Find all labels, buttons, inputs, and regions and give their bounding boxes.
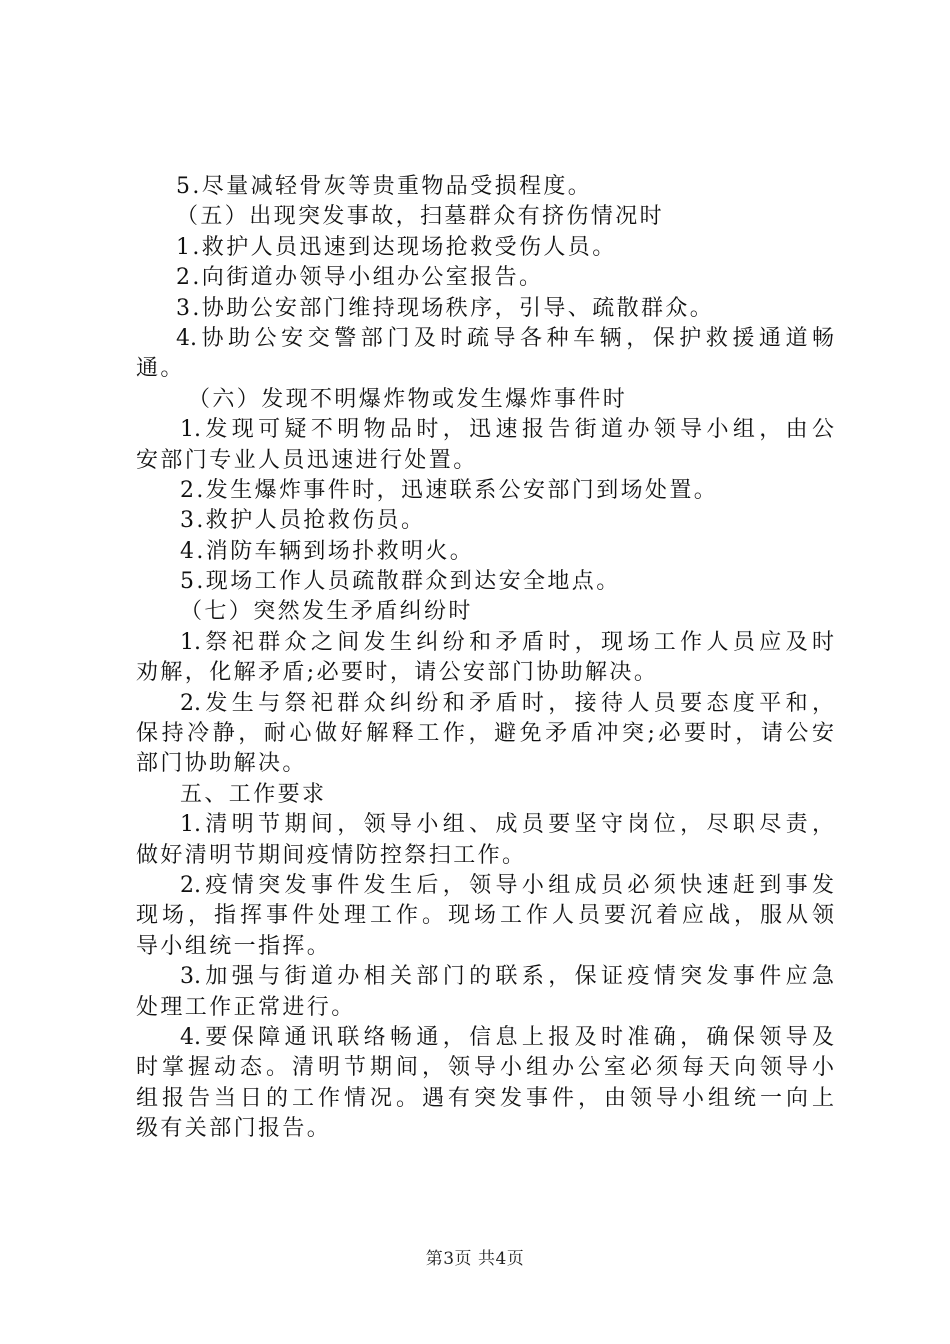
paragraph-line: 1.祭祀群众之间发生纠纷和矛盾时，现场工作人员应及时 [180, 629, 834, 655]
paragraph-line: 4.协助公安交警部门及时疏导各种车辆，保护救援通道畅 [176, 325, 834, 351]
paragraph-line: 3.救护人员抢救伤员。 [180, 508, 426, 534]
paragraph-line: 3.协助公安部门维持现场秩序，引导、疏散群众。 [176, 295, 715, 321]
page-number-footer: 第3页 共4页 [425, 1249, 525, 1269]
paragraph-line: 处理工作正常进行。 [136, 994, 356, 1020]
paragraph-line: 通。 [136, 356, 185, 382]
paragraph-line: 现场，指挥事件处理工作。现场工作人员要沉着应战，服从领 [136, 903, 834, 929]
paragraph-line: 做好清明节期间疫情防控祭扫工作。 [136, 842, 527, 868]
paragraph-line: 3.加强与街道办相关部门的联系，保证疫情突发事件应急 [180, 964, 834, 990]
paragraph-line: 5.现场工作人员疏散群众到达安全地点。 [180, 569, 621, 595]
paragraph-line: 1.救护人员迅速到达现场抢救受伤人员。 [176, 234, 617, 260]
paragraph-line: 部门协助解决。 [136, 751, 307, 777]
paragraph-line: 时掌握动态。清明节期间，领导小组办公室必须每天向领导小 [136, 1055, 834, 1081]
paragraph-line: 1.清明节期间，领导小组、成员要坚守岗位，尽职尽责， [180, 812, 834, 838]
paragraph-line: 安部门专业人员迅速进行处置。 [136, 447, 478, 473]
paragraph-line: 2.发生爆炸事件时，迅速联系公安部门到场处置。 [180, 477, 719, 503]
section-heading: （五）出现突发事故，扫墓群众有挤伤情况时 [176, 204, 665, 230]
paragraph-line: 组报告当日的工作情况。遇有突发事件，由领导小组统一向上 [136, 1085, 834, 1111]
paragraph-line: 级有关部门报告。 [136, 1116, 332, 1142]
paragraph-line: 2.疫情突发事件发生后，领导小组成员必须快速赶到事发 [180, 872, 834, 898]
section-heading: （六）发现不明爆炸物或发生爆炸事件时 [188, 386, 628, 412]
paragraph-line: 5.尽量减轻骨灰等贵重物品受损程度。 [176, 174, 593, 199]
paragraph-line: 劝解，化解矛盾;必要时，请公安部门协助解决。 [136, 660, 659, 686]
document-body [136, 172, 834, 1145]
paragraph-line: 保持冷静，耐心做好解释工作，避免矛盾冲突;必要时，请公安 [136, 721, 834, 747]
paragraph-line: 导小组统一指挥。 [136, 933, 332, 959]
paragraph-line: 4.要保障通讯联络畅通，信息上报及时准确，确保领导及 [180, 1024, 834, 1050]
paragraph-line: 2.向街道办领导小组办公室报告。 [176, 265, 544, 291]
section-heading: 五、工作要求 [180, 781, 327, 807]
paragraph-line: 2.发生与祭祀群众纠纷和矛盾时，接待人员要态度平和， [180, 690, 834, 716]
paragraph-line: 1.发现可疑不明物品时，迅速报告街道办领导小组，由公 [180, 417, 834, 443]
paragraph-line: 4.消防车辆到场扑救明火。 [180, 538, 475, 564]
section-heading: （七）突然发生矛盾纠纷时 [180, 599, 473, 625]
